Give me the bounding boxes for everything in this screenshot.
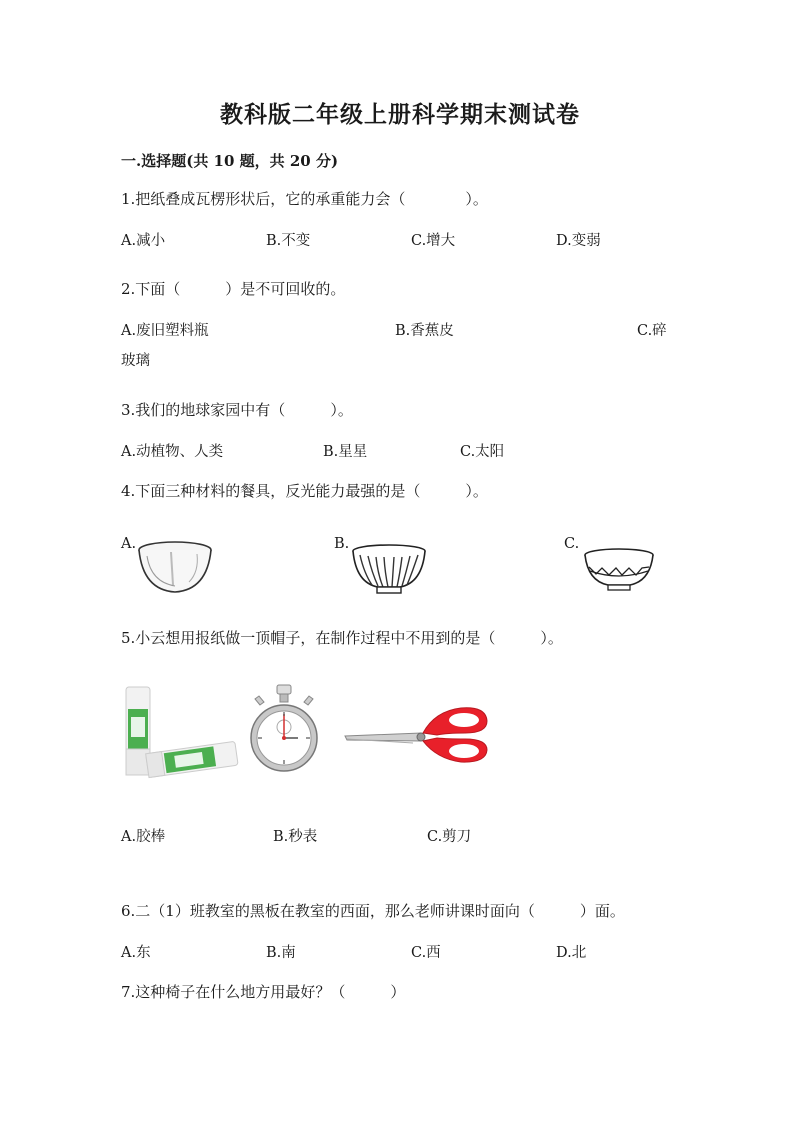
question-5-stem: 5.小云想用报纸做一顶帽子，在制作过程中不用到的是（ ）。 <box>121 629 563 647</box>
question-6-stem: 6.二（1）班教室的黑板在教室的西面，那么老师讲课时面向（ ）面。 <box>121 902 625 920</box>
question-7-stem: 7.这种椅子在什么地方用最好？（ ） <box>121 983 406 1001</box>
question-6-option-b[interactable]: B.南 <box>266 945 296 961</box>
question-6-option-d[interactable]: D.北 <box>556 945 587 961</box>
question-6-option-a[interactable]: A.东 <box>121 945 151 961</box>
page-title: 教科版二年级上册科学期末测试卷 <box>220 101 580 128</box>
stopwatch-icon[interactable] <box>250 683 318 778</box>
question-5-option-a[interactable]: A.胶棒 <box>121 829 166 845</box>
question-3-option-c[interactable]: C.太阳 <box>460 444 505 460</box>
question-1-option-c[interactable]: C.增大 <box>411 233 456 249</box>
question-1-stem: 1.把纸叠成瓦楞形状后，它的承重能力会（ ）。 <box>121 190 488 208</box>
ceramic-bowl-icon[interactable] <box>582 547 656 592</box>
section-heading: 一.选择题(共 10 题，共 20 分) <box>121 152 339 170</box>
question-3-stem: 3.我们的地球家园中有（ ）。 <box>121 401 353 419</box>
question-1-option-d[interactable]: D.变弱 <box>556 233 601 249</box>
question-1-option-b[interactable]: B.不变 <box>266 233 311 249</box>
question-2-option-a[interactable]: A.废旧塑料瓶 <box>121 323 209 339</box>
scissors-icon[interactable] <box>343 703 491 765</box>
question-2-stem: 2.下面（ ）是不可回收的。 <box>121 280 346 298</box>
question-4-option-c[interactable]: C. <box>564 536 580 552</box>
question-4-option-b[interactable]: B. <box>334 536 350 552</box>
question-2-option-c-continued: 玻璃 <box>121 353 150 369</box>
question-1-option-a[interactable]: A.减小 <box>121 233 166 249</box>
question-3-option-a[interactable]: A.动植物、人类 <box>121 444 224 460</box>
steel-bowl-icon[interactable] <box>137 540 213 595</box>
question-2-option-c[interactable]: C.碎 <box>637 323 667 339</box>
question-6-option-c[interactable]: C.西 <box>411 945 441 961</box>
question-5-option-b[interactable]: B.秒表 <box>273 829 318 845</box>
question-2-option-b[interactable]: B.香蕉皮 <box>395 323 454 339</box>
question-5-option-c[interactable]: C.剪刀 <box>427 829 472 845</box>
question-4-stem: 4.下面三种材料的餐具，反光能力最强的是（ ）。 <box>121 482 488 500</box>
glue-stick-icon[interactable] <box>125 685 240 780</box>
patterned-wooden-bowl-icon[interactable] <box>350 543 428 595</box>
question-4-option-a[interactable]: A. <box>121 536 137 552</box>
question-3-option-b[interactable]: B.星星 <box>323 444 368 460</box>
